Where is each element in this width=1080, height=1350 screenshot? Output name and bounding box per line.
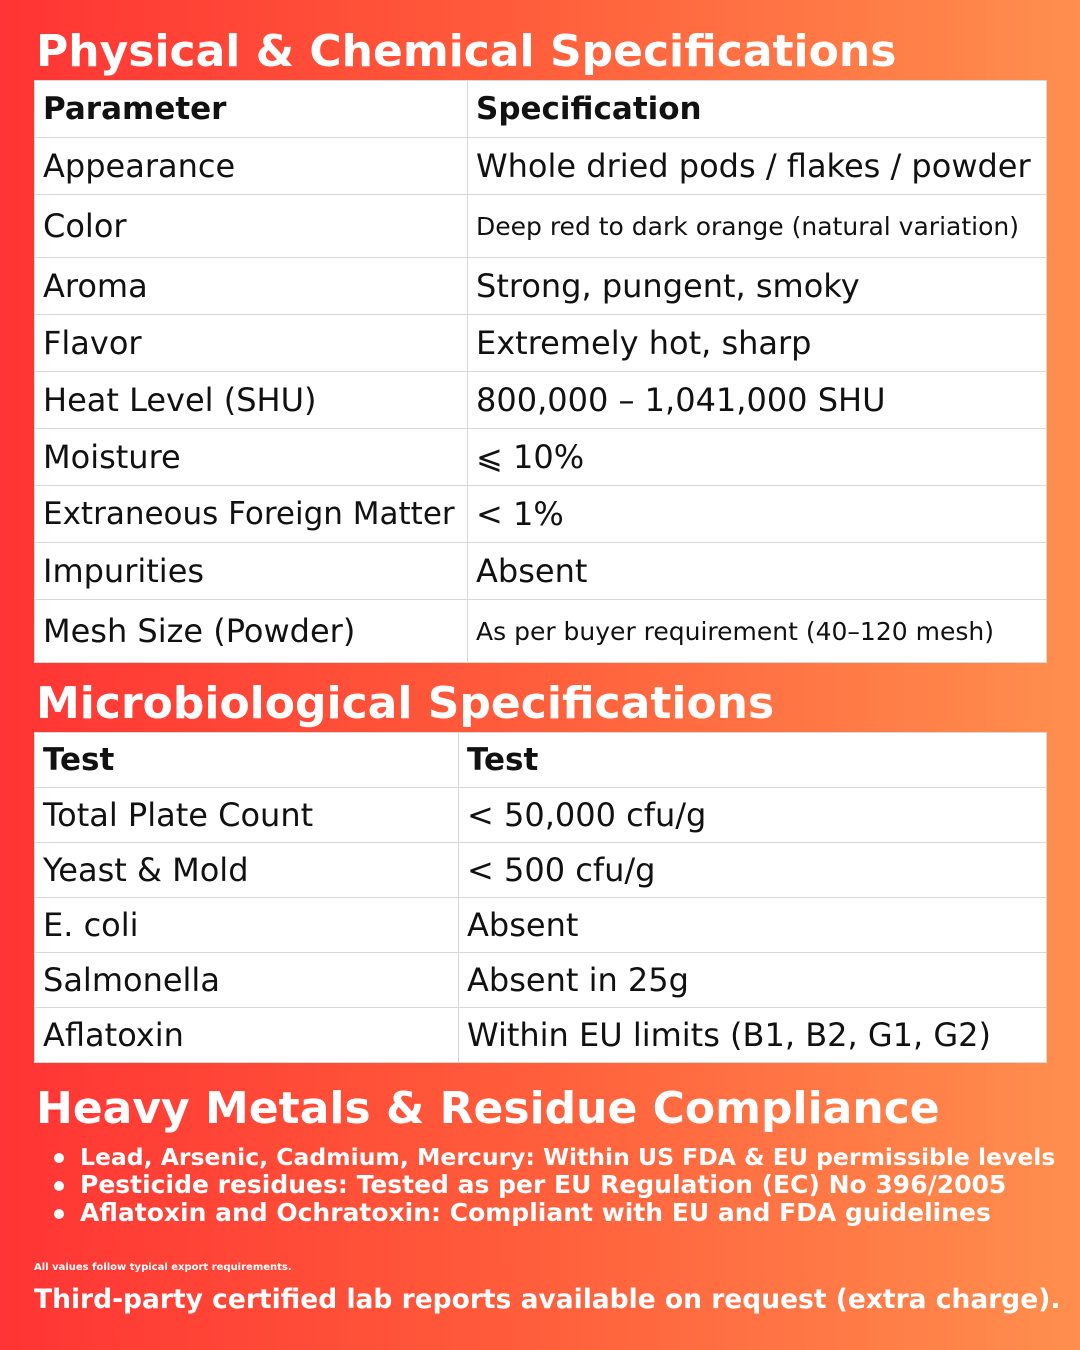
row-specification: Whole dried pods / flakes / powder [468,138,1047,195]
header-specification: Specification [468,81,1047,138]
footer-note [34,1252,1060,1316]
row-test: Total Plate Count [35,788,459,843]
table-row [35,898,1047,953]
row-specification: Strong, pungent, smoky [468,258,1047,315]
heavy-metals-title: Heavy Metals & Residue Compliance [36,1083,940,1134]
table-row [35,600,1047,663]
row-specification: Absent [468,543,1047,600]
row-test: E. coli [35,898,459,953]
table-row [35,486,1047,543]
row-parameter: Color [35,195,468,258]
table-row [35,372,1047,429]
row-parameter: Moisture [35,429,468,486]
row-specification: ⩽ 10% [468,429,1047,486]
header-result: Test [459,733,1047,788]
header-parameter: Parameter [35,81,468,138]
list-item: Lead, Arsenic, Cadmium, Mercury: Within US FDA & EU permissible levels [80,1143,1056,1171]
physical-specs-table [34,80,1047,663]
table-row [35,1008,1047,1063]
table-header-row [35,81,1047,138]
footer-line-1: All values follow typical export requirements. [34,1262,292,1273]
list-item: Aflatoxin and Ochratoxin: Compliant with EU and FDA guidelines [80,1199,1055,1227]
row-specification: Deep red to dark orange (natural variation) [468,195,1047,258]
row-parameter: Impurities [35,543,468,600]
row-specification: < 1% [468,486,1047,543]
micro-specs-title: Microbiological Specifications [36,678,775,729]
row-result: < 500 cfu/g [459,843,1047,898]
row-parameter: Mesh Size (Powder) [35,600,468,663]
table-row [35,315,1047,372]
header-test: Test [35,733,459,788]
row-specification: 800,000 – 1,041,000 SHU [468,372,1047,429]
row-result: Within EU limits (B1, B2, G1, G2) [459,1008,1047,1063]
table-row [35,429,1047,486]
table-row [35,195,1047,258]
row-result: Absent in 25g [459,953,1047,1008]
compliance-list [80,1143,1055,1227]
row-parameter: Aroma [35,258,468,315]
row-result: < 50,000 cfu/g [459,788,1047,843]
table-row [35,788,1047,843]
row-parameter: Appearance [35,138,468,195]
row-parameter: Heat Level (SHU) [35,372,468,429]
row-result: Absent [459,898,1047,953]
row-test: Salmonella [35,953,459,1008]
row-specification: Extremely hot, sharp [468,315,1047,372]
micro-specs-table [34,732,1047,1063]
table-row [35,138,1047,195]
table-header-row [35,733,1047,788]
table-row [35,258,1047,315]
row-test: Yeast & Mold [35,843,459,898]
table-row [35,953,1047,1008]
row-test: Aflatoxin [35,1008,459,1063]
row-specification: As per buyer requirement (40–120 mesh) [468,600,1047,663]
list-item: Pesticide residues: Tested as per EU Regulation (EC) No 396/2005 [80,1171,1055,1199]
table-row [35,543,1047,600]
physical-specs-title: Physical & Chemical Specifications [36,26,897,77]
row-parameter: Flavor [35,315,468,372]
row-parameter: Extraneous Foreign Matter [35,486,468,543]
footer-line-2: Third-party certified lab reports available on request (extra charge). [34,1284,1061,1315]
table-row [35,843,1047,898]
